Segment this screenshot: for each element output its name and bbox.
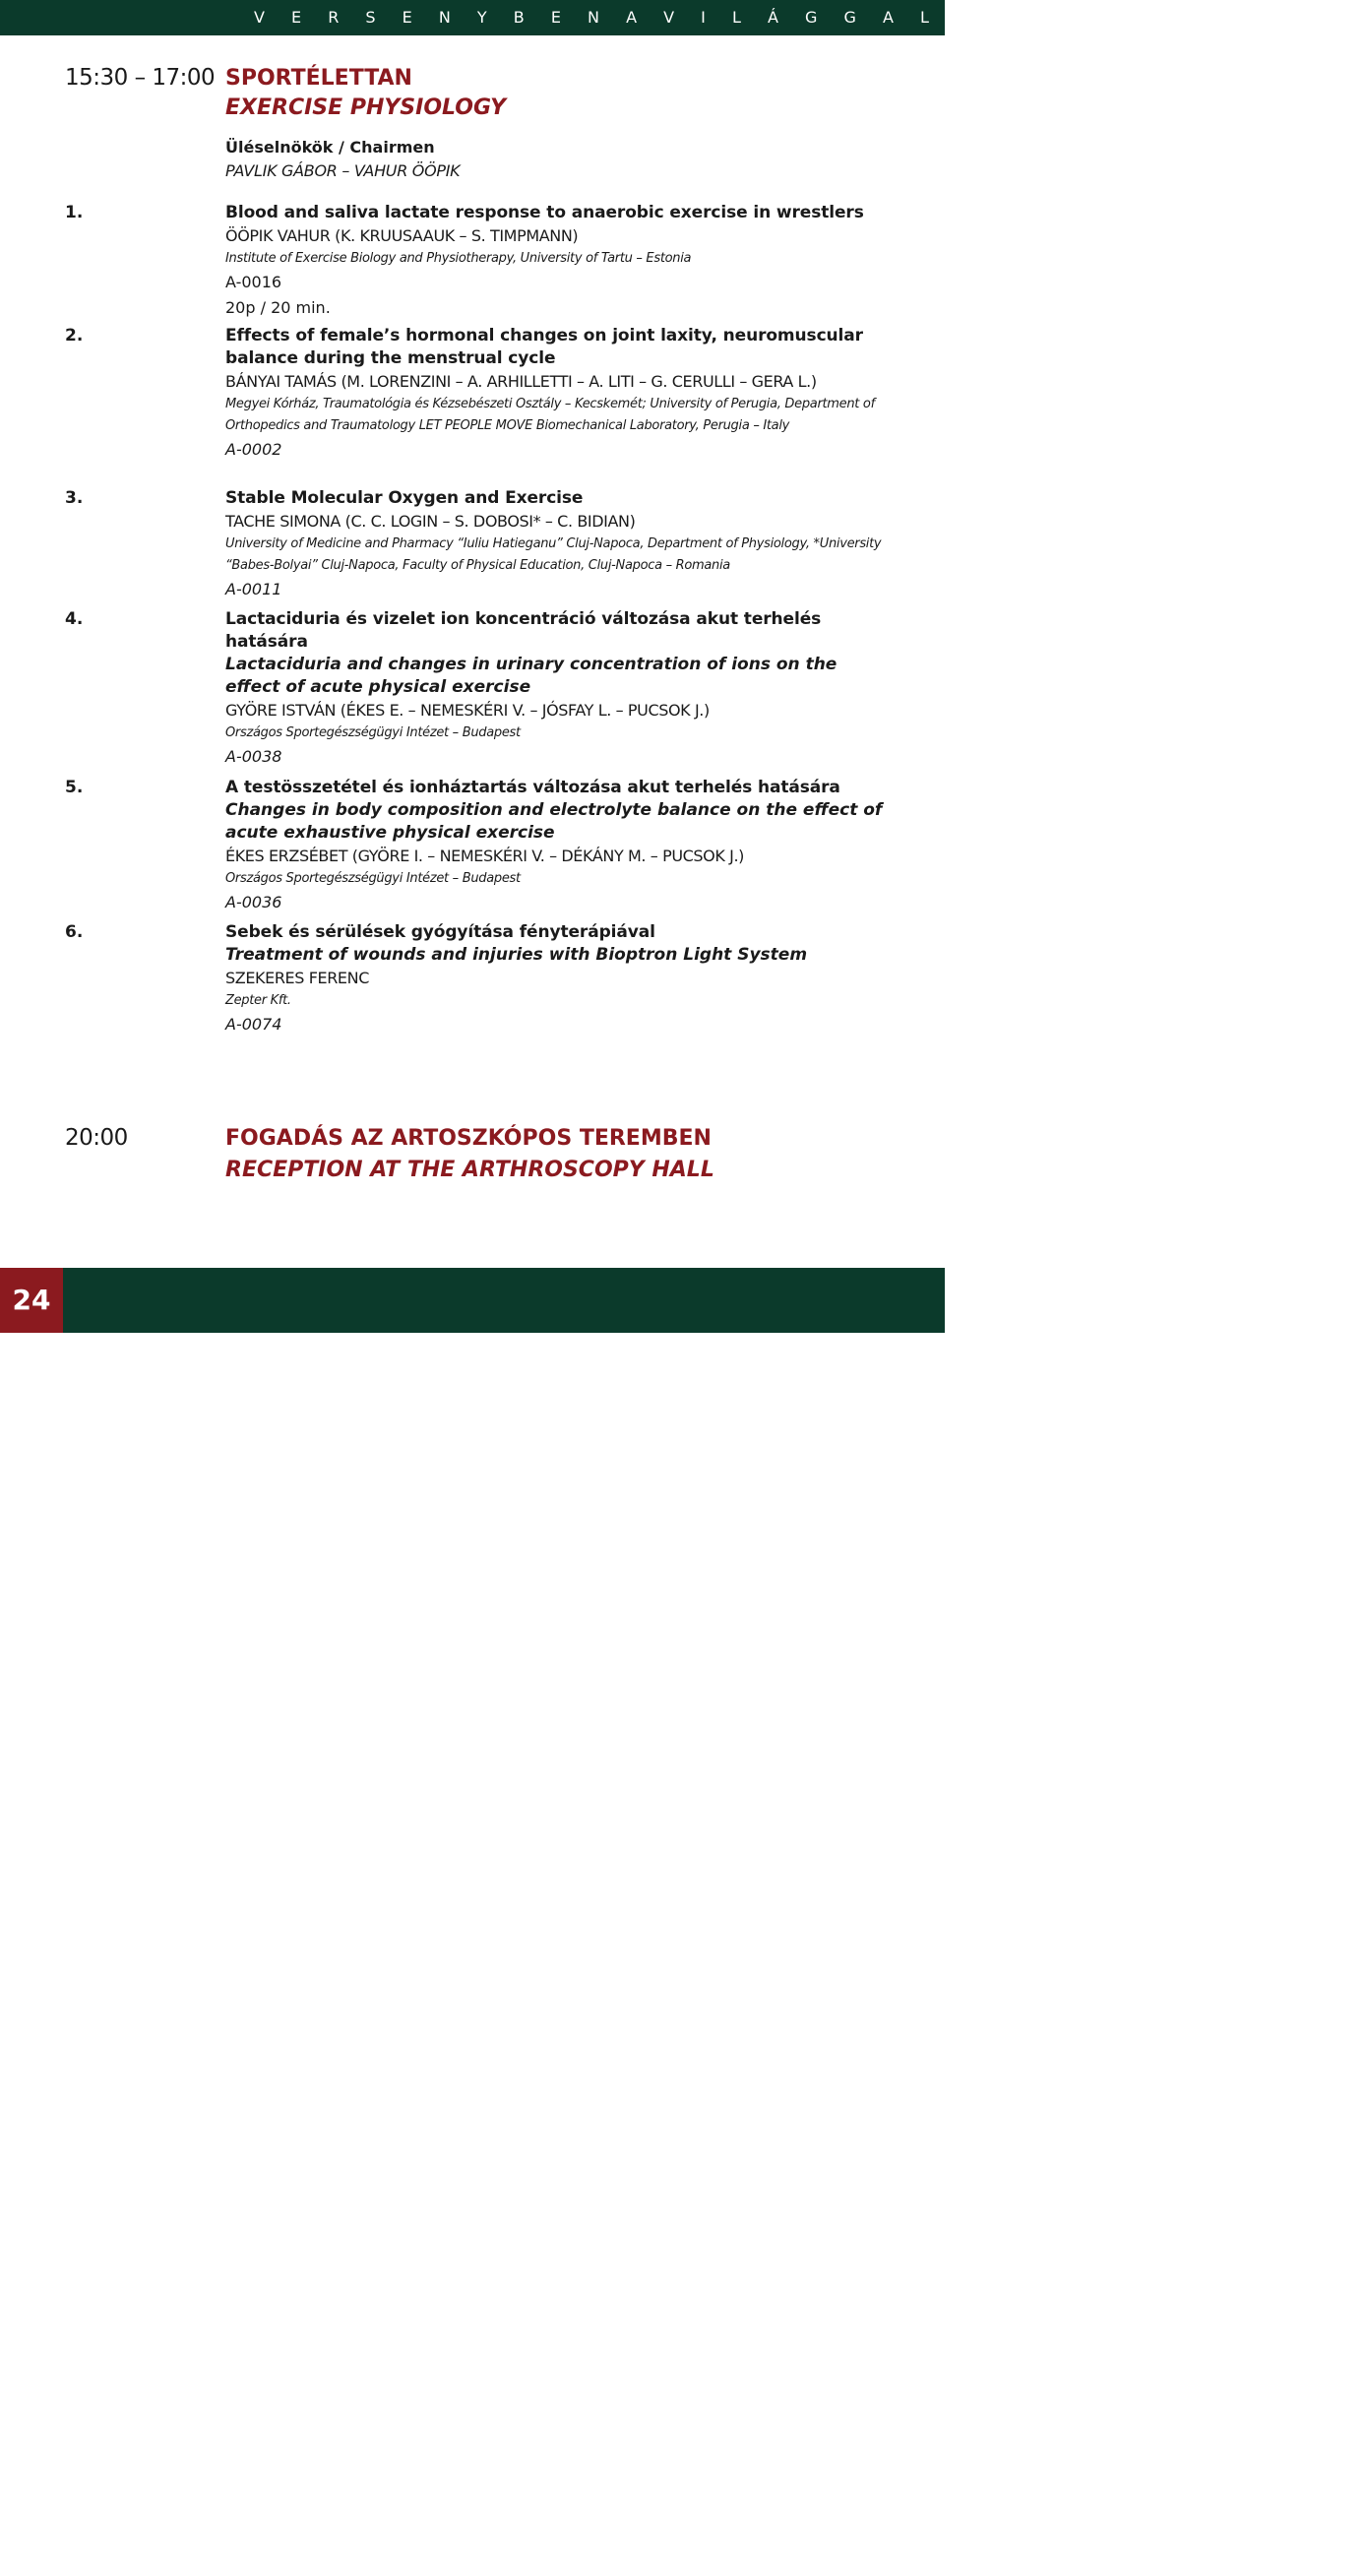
talk-authors: TACHE SIMONA (C. C. LOGIN – S. DOBOSI* – C. BIDIAN) <box>225 512 636 531</box>
talk-authors: BÁNYAI TAMÁS (M. LORENZINI – A. ARHILLETTI – A. LITI – G. CERULLI – GERA L.) <box>225 372 817 391</box>
talk-title: Effects of female’s hormonal changes on joint laxity, neuromuscular balance during the menstrual cycle <box>225 326 863 368</box>
talk-number: 3. <box>65 488 84 508</box>
session-title-en: EXERCISE PHYSIOLOGY <box>225 95 507 120</box>
evening-time: 20:00 <box>65 1125 128 1151</box>
talk-item <box>225 325 895 463</box>
talk-number: 1. <box>65 203 84 222</box>
talk-institution: Országos Sportegészségügyi Intézet – Budapest <box>225 871 521 886</box>
evening-title-en: RECEPTION AT THE ARTHROSCOPY HALL <box>225 1158 714 1182</box>
talk-title: A testösszetétel és ionháztartás változása akut terhelés hatására <box>225 778 840 797</box>
talk-number: 6. <box>65 922 84 942</box>
abstract-code: A-0011 <box>225 580 282 598</box>
evening-title: FOGADÁS AZ ARTOSZKÓPOS TEREMBEN <box>225 1126 712 1151</box>
chairs-label: Üléselnökök / Chairmen <box>225 138 435 157</box>
talk-item <box>225 921 895 1037</box>
talk-item <box>225 202 895 321</box>
talk-title-en: Lactaciduria and changes in urinary concentration of ions on the effect of acute physical exercise <box>225 655 838 697</box>
talk-item <box>225 777 895 915</box>
talk-duration: 20p / 20 min. <box>225 298 331 317</box>
talk-institution: Országos Sportegészségügyi Intézet – Budapest <box>225 725 521 740</box>
abstract-code: A-0002 <box>225 440 282 459</box>
talk-number: 2. <box>65 326 84 346</box>
talk-authors: ÉKES ERZSÉBET (GYÖRE I. – NEMESKÉRI V. – DÉKÁNY M. – PUCSOK J.) <box>225 847 744 865</box>
talk-number: 5. <box>65 778 84 797</box>
session-time: 15:30 – 17:00 <box>65 65 216 91</box>
header-bar <box>0 0 945 35</box>
talk-institution: Zepter Kft. <box>225 993 291 1008</box>
talk-institution: Megyei Kórház, Traumatológia és Kézsebészeti Osztály – Kecskemét; University of Perugia, Department of Orthopedics and Traumatology LET PEOPLE MOVE Biomechanical Laboratory, Perugia – Italy <box>225 397 875 433</box>
header-title: V E R S E N Y B E N A V I L Á G G A L <box>254 8 940 27</box>
abstract-code: A-0036 <box>225 893 282 911</box>
talk-title: Lactaciduria és vizelet ion koncentráció változása akut terhelés hatására <box>225 609 822 652</box>
footer-bar <box>0 1268 1365 2576</box>
talk-title: Blood and saliva lactate response to anaerobic exercise in wrestlers <box>225 203 864 222</box>
talk-title-en: Treatment of wounds and injuries with Bioptron Light System <box>225 945 808 965</box>
talk-title: Stable Molecular Oxygen and Exercise <box>225 488 584 508</box>
talk-institution: Institute of Exercise Biology and Physiotherapy, University of Tartu – Estonia <box>225 251 692 266</box>
abstract-code: A-0074 <box>225 1015 282 1034</box>
talk-authors: SZEKERES FERENC <box>225 969 369 987</box>
abstract-code: A-0038 <box>225 747 282 766</box>
abstract-code: A-0016 <box>225 273 282 291</box>
talk-item <box>225 487 895 602</box>
talk-authors: GYÖRE ISTVÁN (ÉKES E. – NEMESKÉRI V. – JÓSFAY L. – PUCSOK J.) <box>225 701 710 720</box>
page-number: 24 <box>0 1268 63 1333</box>
talk-title-en: Changes in body composition and electrolyte balance on the effect of acute exhaustive physical exercise <box>225 800 883 843</box>
footer-text: B U D A P E S T • 2 0 0 5 . S Z E P T E M B E R 3 0 - O K T Ó B E R 1 . <box>200 2557 1365 2576</box>
session-title: SPORTÉLETTAN <box>225 66 412 91</box>
chairs-names: PAVLIK GÁBOR – VAHUR ÖÖPIK <box>225 161 461 180</box>
talk-number: 4. <box>65 609 84 629</box>
talk-institution: University of Medicine and Pharmacy “Iuliu Hatieganu” Cluj-Napoca, Department of Physiology, *University “Babes-Bolyai” Cluj-Napoca, Faculty of Physical Education, Cluj-Napoca – Romania <box>225 536 882 573</box>
talk-title: Sebek és sérülések gyógyítása fényterápiával <box>225 922 655 942</box>
talk-authors: ÖÖPIK VAHUR (K. KRUUSAAUK – S. TIMPMANN) <box>225 226 579 245</box>
talk-item <box>225 608 895 770</box>
